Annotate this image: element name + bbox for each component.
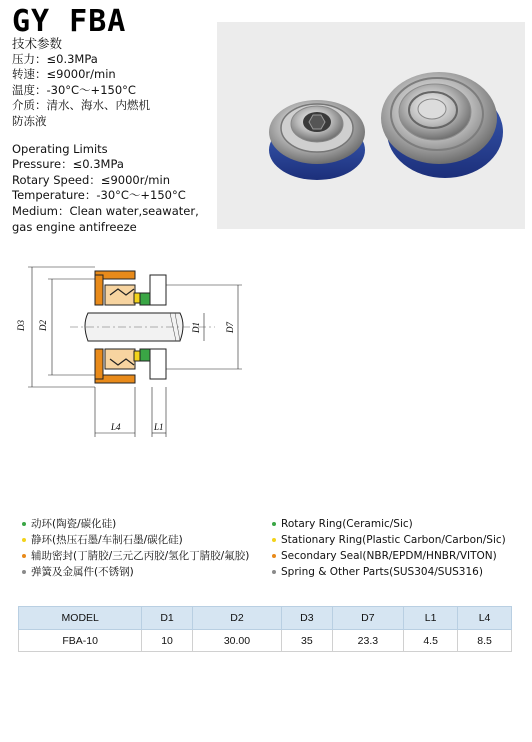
product-title: GY FBA	[12, 4, 127, 39]
col-header-model: MODEL	[19, 607, 142, 630]
specs-en-heading: Operating Limits	[12, 141, 108, 156]
legend-en-label: Spring & Other Parts(SUS304/SUS316)	[281, 566, 483, 578]
cell-d7: 23.3	[332, 630, 404, 652]
table-row	[19, 630, 512, 652]
cell-d2: 30.00	[192, 630, 282, 652]
col-header-d3: D3	[282, 607, 332, 630]
legend-dot-icon	[22, 538, 26, 542]
label-d3: D3	[16, 320, 26, 331]
legend-en-item	[272, 564, 506, 580]
label-d2: D2	[38, 320, 48, 331]
specs-cn-pressure: 压力：≤0.3MPa	[12, 51, 98, 66]
legend-dot-icon	[22, 522, 26, 526]
seal-right	[381, 72, 503, 178]
legend-cn-item	[22, 516, 249, 532]
cell-d3: 35	[282, 630, 332, 652]
legend-en-label: Rotary Ring(Ceramic/Sic)	[281, 518, 413, 530]
col-header-l4: L4	[458, 607, 512, 630]
legend-dot-icon	[272, 522, 276, 526]
label-l4: L4	[111, 422, 121, 432]
specs-en-temperature: Temperature：-30°C～+150°C	[12, 188, 186, 203]
specs-cn-medium-line2: 防冻液	[12, 113, 47, 128]
legend-cn-item	[22, 564, 249, 580]
legend-dot-icon	[22, 570, 26, 574]
seal-left	[269, 100, 365, 180]
legend-dot-icon	[272, 554, 276, 558]
technical-drawing	[10, 245, 260, 445]
legend-cn-label: 静环(热压石墨/车制石墨/碳化硅)	[31, 534, 183, 546]
legend-en-item	[272, 516, 506, 532]
legend-dot-icon	[272, 538, 276, 542]
seal-photo-image	[217, 22, 525, 229]
legend-en-label: Stationary Ring(Plastic Carbon/Carbon/Sic)	[281, 534, 506, 546]
table-header-row	[19, 607, 512, 630]
specs-cn-speed: 转速：≤9000r/min	[12, 67, 116, 82]
legend-cn-label: 辅助密封(丁腈胶/三元乙丙胶/氢化丁腈胶/氟胶)	[31, 550, 250, 562]
cell-l4: 8.5	[458, 630, 512, 652]
legend-dot-icon	[22, 554, 26, 558]
col-header-d1: D1	[142, 607, 192, 630]
product-photo	[217, 22, 525, 229]
specs-cn-heading: 技术参数	[12, 36, 63, 51]
label-l1: L1	[154, 422, 164, 432]
legend-cn-label: 弹簧及金属件(不锈钢)	[31, 566, 134, 578]
legend-dot-icon	[272, 570, 276, 574]
specs-en-speed: Rotary Speed：≤9000r/min	[12, 172, 170, 187]
legend-en-item	[272, 548, 506, 564]
cell-d1: 10	[142, 630, 192, 652]
legend-cn-item	[22, 548, 249, 564]
legend-en	[272, 516, 506, 580]
legend-cn-item	[22, 532, 249, 548]
legend-cn-label: 动环(陶瓷/碳化硅)	[31, 518, 117, 530]
specs-en-medium-line1: Medium：Clean water,seawater,	[12, 203, 199, 218]
label-d7: D7	[225, 322, 235, 333]
col-header-l1: L1	[404, 607, 458, 630]
legend-cn	[22, 516, 249, 580]
specs-en-pressure: Pressure：≤0.3MPa	[12, 157, 124, 172]
specs-cn-temperature: 温度：-30°C～+150°C	[12, 82, 136, 97]
seal-section-lower	[95, 349, 166, 383]
specs-en-medium-line2: gas engine antifreeze	[12, 219, 137, 234]
cell-model: FBA-10	[19, 630, 142, 652]
dimension-table	[18, 606, 512, 652]
specs-cn-medium-line1: 介质：清水、海水、内燃机	[12, 98, 150, 113]
legend-en-label: Secondary Seal(NBR/EPDM/HNBR/VITON)	[281, 550, 497, 562]
col-header-d2: D2	[192, 607, 282, 630]
label-d1: D1	[191, 322, 201, 333]
legend-en-item	[272, 532, 506, 548]
seal-section-upper	[95, 271, 166, 305]
col-header-d7: D7	[332, 607, 404, 630]
cell-l1: 4.5	[404, 630, 458, 652]
specifications	[12, 36, 199, 235]
